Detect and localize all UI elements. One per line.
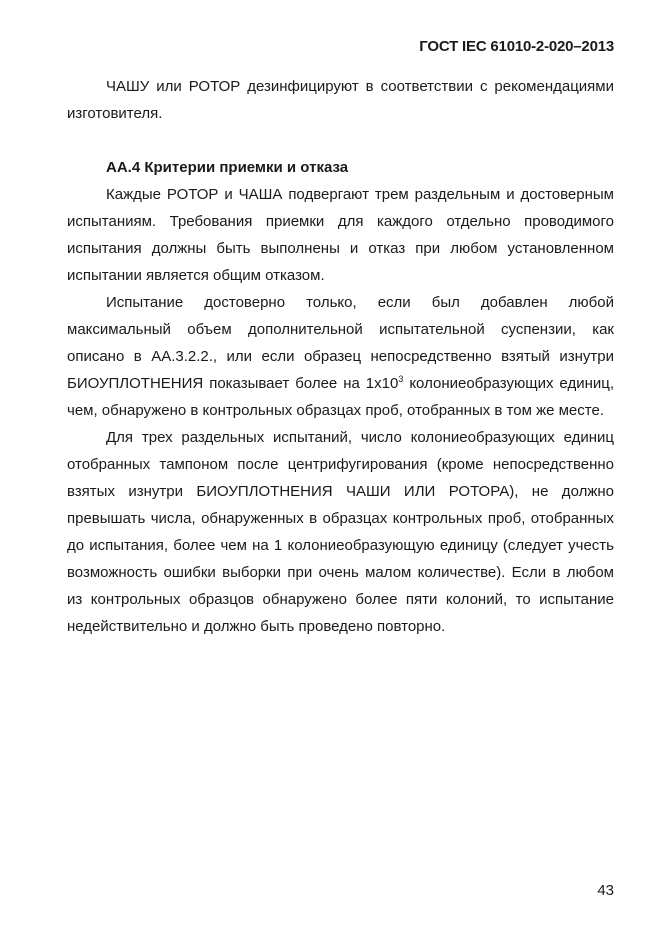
paragraph-validity-text: Испытание достоверно только, если был добавлен любой максимальный объем дополнительной испытательной суспензии, как описано в АА.3.2.2., или если образец непосредственно взятый изнутри БИОУПЛОТНЕНИЯ показывает более на 1х10 [67, 294, 614, 392]
page-body [67, 73, 614, 640]
document-header: ГОСТ IEC 61010-2-020–2013 [419, 38, 614, 55]
paragraph-validity [67, 289, 614, 424]
page-number: 43 [597, 882, 614, 899]
paragraph-validity-text-end: колониеобразующих единиц, чем, обнаружено в контрольных образцах проб, отобранных в том же месте. [67, 375, 614, 419]
paragraph-disinfection: ЧАШУ или РОТОР дезинфицируют в соответствии с рекомендациями изготовителя. [67, 78, 614, 122]
paragraph-three-tests: Для трех раздельных испытаний, число колониеобразующих единиц отобранных тампоном после центрифугирования (кроме непосредственно взятых изнутри БИОУПЛОТНЕНИЯ ЧАШИ ИЛИ РОТОРА), не должно превышать числа, обнаруженных в образцах контрольных проб, отобранных до испытания, более чем на 1 колониеобразующую единицу (следует учесть возможность ошибки выборки при очень малом количестве). Если в любом из контрольных образцов обнаружено более пяти колоний, то испытание недействительно и должно быть проведено повторно. [67, 429, 614, 635]
paragraph-tests: Каждые РОТОР и ЧАША подвергают трем раздельным и достоверным испытаниям. Требования приемки для каждого отдельно проводимого испытания должны быть выполнены и отказ при любом установленном испытании является общим отказом. [67, 186, 614, 284]
section-heading: АА.4 Критерии приемки и отказа [106, 159, 349, 176]
exponent: 3 [398, 374, 404, 384]
